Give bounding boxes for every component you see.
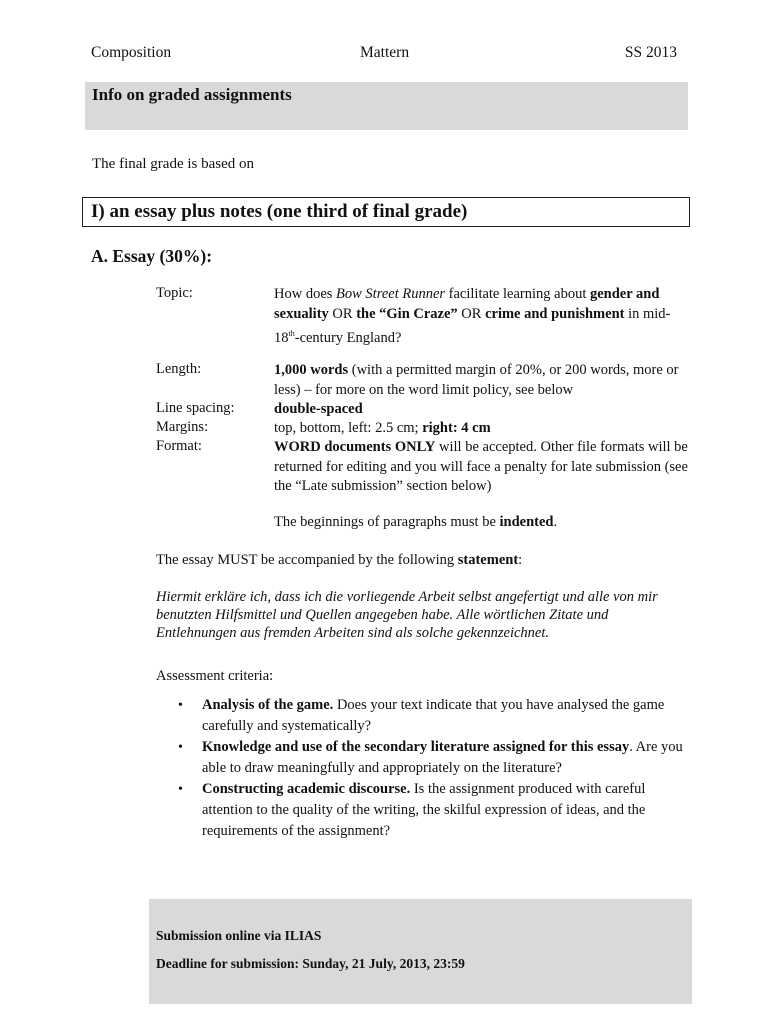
format-value: WORD documents ONLY will be accepted. Other file formats will be returned for editing and you will face a penalty for late submission (see the “Late submission” section below) <box>274 439 688 494</box>
declaration-statement: Hiermit erkläre ich, dass ich die vorliegende Arbeit selbst angefertigt und alle von mir benutzten Hilfsmittel und Quellen angegeben habe. Alle wörtlichen Zitate und Entlehnungen aus fremden Arbeiten sind als solche gekennzeichnet. <box>156 589 658 641</box>
bullet-icon: • <box>178 740 183 755</box>
line-spacing-label: Line spacing: <box>156 400 235 416</box>
header-instructor: Mattern <box>360 44 410 61</box>
margins-label: Margins: <box>156 419 209 435</box>
length-value: 1,000 words (with a permitted margin of 20%, or 200 words, more or less) – for more on the word limit policy, see below <box>274 362 679 398</box>
bullet-icon: • <box>178 782 183 797</box>
margins-value: top, bottom, left: 2.5 cm; right: 4 cm <box>274 420 491 436</box>
criterion-text: Does your text indicate that you have analysed the game carefully and systematically? <box>202 697 665 734</box>
subsection-title: A. Essay (30%): <box>91 246 213 266</box>
submission-box <box>149 899 692 1004</box>
submission-deadline: Deadline for submission: Sunday, 21 July, 2013, 23:59 <box>156 956 465 971</box>
criterion-text: . Are you able to draw meaningfully and appropriately on the literature? <box>202 739 683 776</box>
criterion-text: Is the assignment produced with careful attention to the quality of the writing, the skilful expression of ideas, and the requirements of the assignment? <box>202 781 646 839</box>
criteria-list <box>178 695 683 842</box>
topic-label: Topic: <box>156 285 193 301</box>
criteria-heading: Assessment criteria: <box>156 668 274 684</box>
criterion-lead: Knowledge and use of the secondary literature assigned for this essay <box>202 739 630 755</box>
section-title: I) an essay plus notes (one third of final grade) <box>91 201 468 222</box>
format-label: Format: <box>156 438 202 454</box>
submission-method: Submission online via ILIAS <box>156 928 322 943</box>
criterion-lead: Constructing academic discourse. <box>202 781 411 797</box>
list-item <box>178 779 683 842</box>
length-label: Length: <box>156 361 202 377</box>
criterion-lead: Analysis of the game. <box>202 697 334 713</box>
intro-text: The final grade is based on <box>92 156 255 172</box>
line-spacing-value: double-spaced <box>274 401 363 417</box>
topic-value: How does Bow Street Runner facilitate learning about gender and sexuality OR the “Gin Craze” OR crime and punishment in mid-18th-century England? <box>274 286 671 346</box>
indent-note: The beginnings of paragraphs must be indented. <box>274 514 558 530</box>
page-header <box>91 44 677 66</box>
info-title: Info on graded assignments <box>92 85 292 104</box>
bullet-icon: • <box>178 698 183 713</box>
header-semester: SS 2013 <box>624 44 677 61</box>
list-item <box>178 737 683 779</box>
header-course: Composition <box>91 44 172 61</box>
list-item <box>178 695 683 737</box>
statement-intro: The essay MUST be accompanied by the following statement: <box>156 552 523 568</box>
